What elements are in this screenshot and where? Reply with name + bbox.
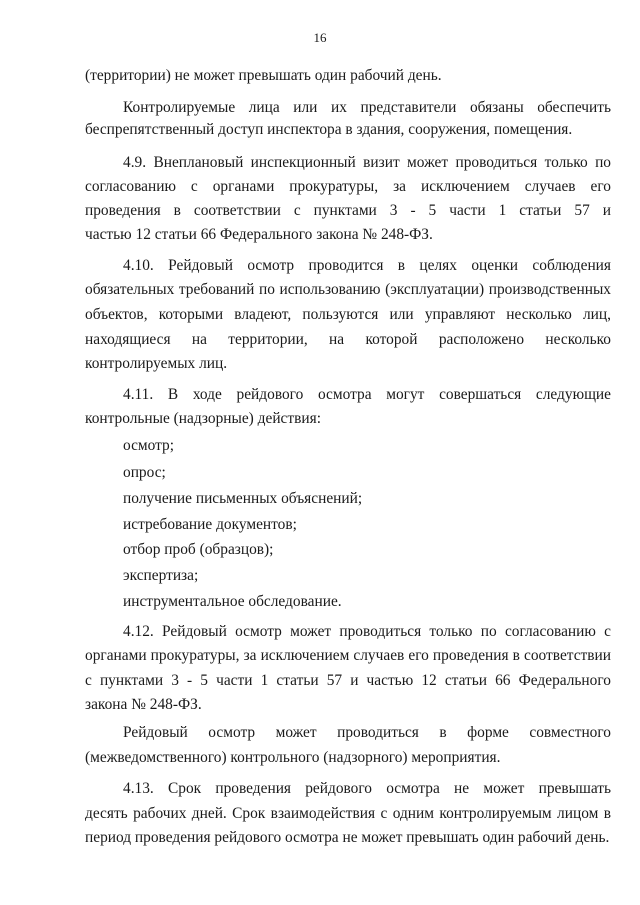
text-line: контрольные (надзорные) действия: [85, 410, 321, 427]
text-line: контролируемых лиц. [85, 355, 228, 372]
text-line: период проведения рейдового осмотра не может превышать один рабочий день. [85, 829, 610, 846]
text-line: беспрепятственный доступ инспектора в здания, сооружения, помещения. [85, 121, 573, 138]
text-line: Контролируемые лица или их представители обязаны обеспечить [123, 99, 611, 116]
list-item: опрос; [123, 464, 166, 481]
paragraph-4-13-start: 4.13. Срок проведения рейдового осмотра не может превышать [123, 780, 611, 797]
paragraph-4-10-start: 4.10. Рейдовый осмотр проводится в целях оценки соблюдения [123, 257, 611, 274]
text-line: органами прокуратуры, за исключением случаев его проведения в соответствии [85, 647, 611, 664]
paragraph-4-12-start: 4.12. Рейдовый осмотр может проводиться только по согласованию с [123, 623, 611, 640]
list-item: отбор проб (образцов); [123, 541, 274, 558]
text-line: проведения в соответствии с пунктами 3 - 5 части 1 статьи 57 и [85, 202, 611, 219]
paragraph-4-11-start: 4.11. В ходе рейдового осмотра могут совершаться следующие [123, 386, 611, 403]
list-item: получение письменных объяснений; [123, 490, 363, 507]
text-line: находящиеся на территории, на которой расположено несколько [85, 331, 611, 348]
list-item: инструментальное обследование. [123, 593, 342, 610]
list-item: осмотр; [123, 437, 175, 454]
text-line: с пунктами 3 - 5 части 1 статьи 57 и частью 12 статьи 66 Федерального [85, 672, 611, 689]
text-line: Рейдовый осмотр может проводиться в форме совместного [123, 724, 611, 741]
text-line: закона № 248-ФЗ. [85, 696, 202, 713]
text-line: (территории) не может превышать один рабочий день. [85, 67, 442, 84]
text-line: обязательных требований по использованию (эксплуатации) производственных [85, 281, 611, 298]
text-line: десять рабочих дней. Срок взаимодействия с одним контролируемым лицом в [85, 805, 611, 822]
paragraph-4-9-start: 4.9. Внеплановый инспекционный визит может проводиться только по [123, 154, 611, 171]
text-line: (межведомственного) контрольного (надзорного) мероприятия. [85, 749, 501, 766]
list-item: истребование документов; [123, 516, 297, 533]
text-line: объектов, которыми владеют, пользуются или управляют несколько лиц, [85, 306, 611, 323]
page-number: 16 [313, 30, 327, 45]
text-line: частью 12 статьи 66 Федерального закона № 248-ФЗ. [85, 226, 433, 243]
text-line: согласованию с органами прокуратуры, за исключением случаев его [85, 178, 611, 195]
list-item: экспертиза; [123, 567, 199, 584]
